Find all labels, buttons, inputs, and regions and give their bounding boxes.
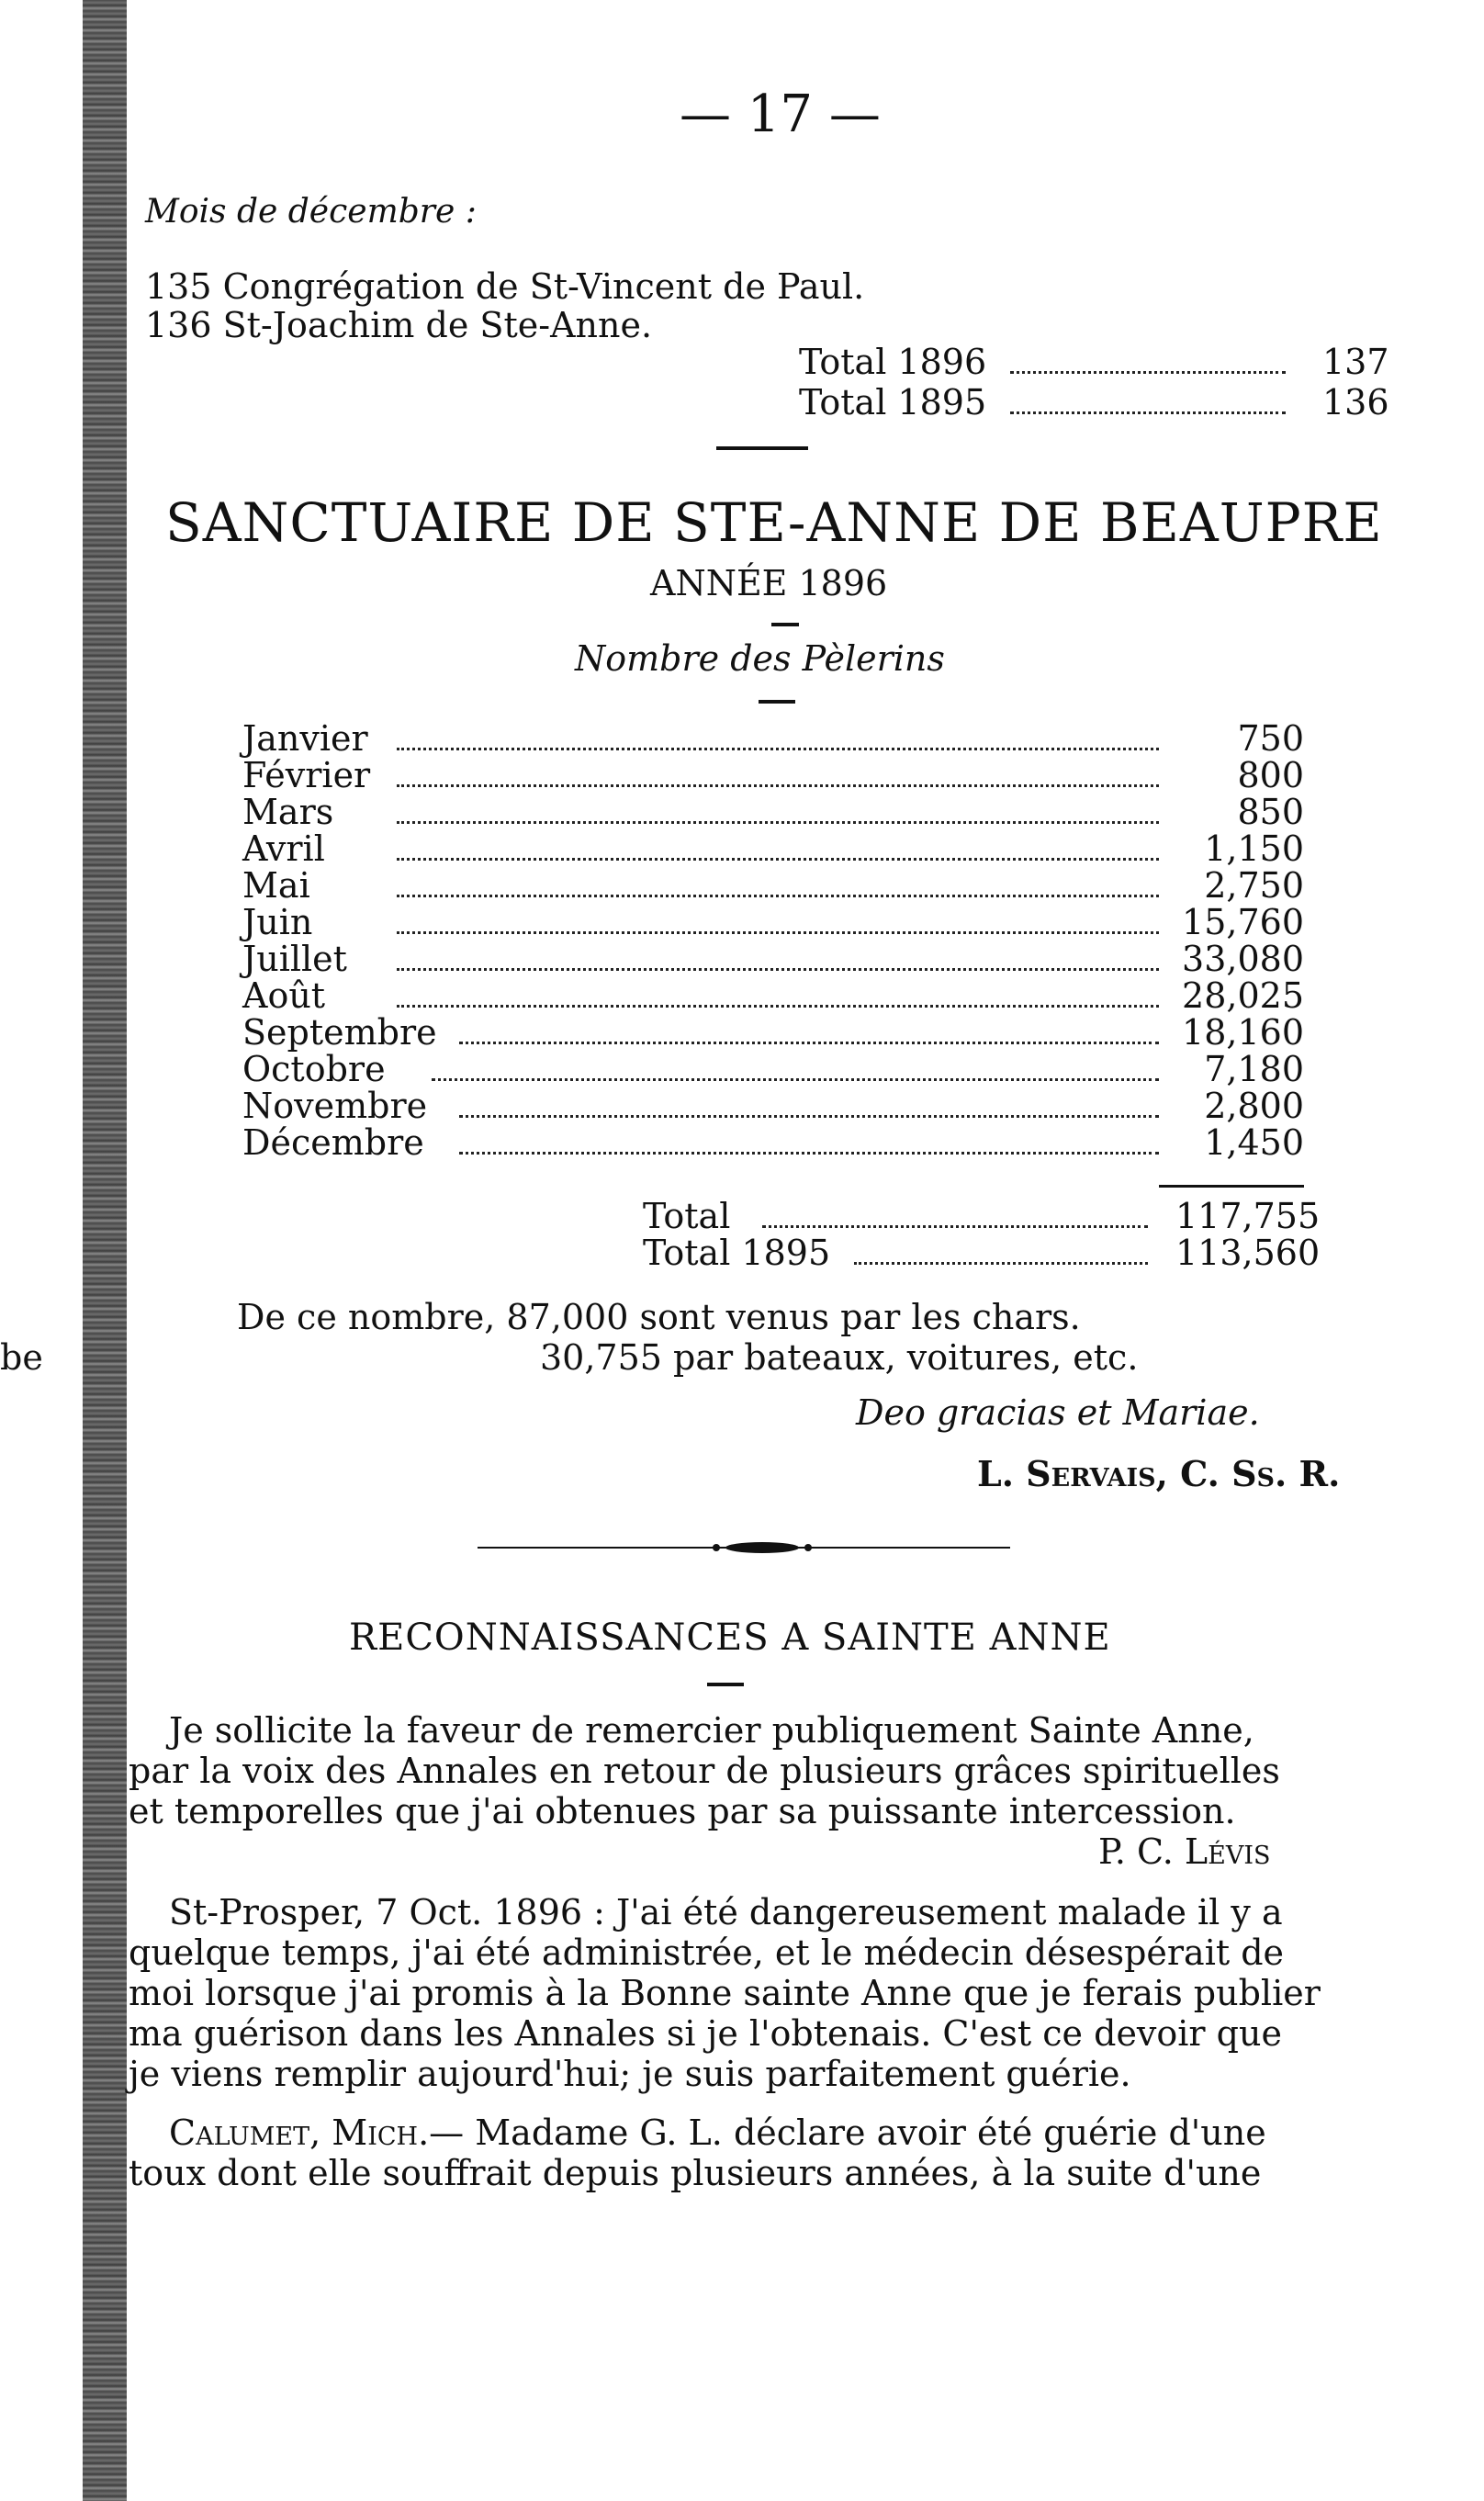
month-label: Avril	[242, 828, 325, 869]
paragraph-signature: P. C. Lévis	[1098, 1831, 1271, 1872]
total-label: Total 1895	[643, 1233, 831, 1273]
month-label: Janvier	[242, 718, 368, 759]
month-label: Juillet	[242, 939, 347, 979]
total-value: 117,755	[1175, 1196, 1321, 1236]
month-label: Mai	[242, 865, 310, 906]
paragraph-line: Je sollicite la faveur de remercier publiquement Sainte Anne,	[169, 1710, 1254, 1751]
total-label: Total	[643, 1196, 731, 1236]
entry-line: 135 Congrégation de St-Vincent de Paul.	[145, 266, 865, 307]
entry-line: 136 St-Joachim de Ste-Anne.	[145, 305, 653, 345]
signature: L. Servais, C. Ss. R.	[977, 1453, 1341, 1494]
month-value: 850	[1237, 792, 1304, 832]
paragraph-line: St-Prosper, 7 Oct. 1896 : J'ai été dangereusement malade il y a	[169, 1892, 1283, 1932]
leader-dots	[397, 931, 1159, 934]
binding-edge	[83, 0, 127, 2501]
month-value: 18,160	[1182, 1012, 1304, 1053]
month-value: 33,080	[1182, 939, 1304, 979]
leader-dots	[762, 1225, 1148, 1228]
mois-heading: Mois de décembre :	[145, 193, 477, 231]
month-label: Septembre	[242, 1012, 437, 1053]
paragraph-line: moi lorsque j'ai promis à la Bonne sainte Anne que je ferais publier	[129, 1973, 1321, 2013]
month-value: 28,025	[1182, 975, 1304, 1016]
leader-dots	[397, 784, 1159, 787]
total-value: 113,560	[1175, 1233, 1321, 1273]
pilgrims-heading: Nombre des Pèlerins	[575, 638, 945, 679]
small-rule	[707, 1683, 744, 1686]
leader-dots	[854, 1262, 1148, 1265]
total-label: Total 1896	[799, 342, 987, 382]
section-rule	[716, 446, 808, 450]
leader-dots	[397, 821, 1159, 824]
page-number: — 17 —	[680, 84, 881, 144]
paragraph-line: quelque temps, j'ai été administrée, et le médecin désespérait de	[129, 1932, 1285, 1973]
month-label: Juin	[242, 902, 313, 942]
month-label: Novembre	[242, 1086, 428, 1126]
transport-line: De ce nombre, 87,000 sont venus par les chars.	[237, 1297, 1081, 1337]
month-label: Octobre	[242, 1049, 386, 1089]
paragraph-text: — Madame G. L. déclare avoir été guérie d'une	[429, 2112, 1266, 2153]
small-rule	[759, 700, 795, 704]
paragraph-line: et temporelles que j'ai obtenues par sa puissante intercession.	[129, 1791, 1236, 1831]
month-label: Février	[242, 755, 371, 795]
ornament-divider	[478, 1541, 1010, 1554]
leader-dots	[1010, 411, 1286, 414]
total-value: 136	[1322, 382, 1389, 422]
sum-rule	[1159, 1185, 1304, 1188]
month-value: 2,750	[1204, 865, 1304, 906]
year-heading: ANNÉE 1896	[650, 563, 888, 603]
leader-dots	[397, 748, 1159, 750]
paragraph-line: toux dont elle souffrait depuis plusieurs années, à la suite d'une	[129, 2153, 1262, 2193]
month-label: Août	[242, 975, 326, 1016]
reconnaissances-title: RECONNAISSANCES A SAINTE ANNE	[349, 1617, 1111, 1659]
leader-dots	[459, 1152, 1159, 1155]
leader-dots	[397, 895, 1159, 897]
small-rule	[771, 623, 799, 626]
leader-dots	[397, 1005, 1159, 1008]
leader-dots	[432, 1078, 1159, 1081]
transport-line: 30,755 par bateaux, voitures, etc.	[540, 1337, 1139, 1378]
sanctuary-title: SANCTUAIRE DE STE-ANNE DE BEAUPRE	[165, 491, 1383, 554]
leader-dots	[397, 968, 1159, 971]
deo-gracias: Deo gracias et Mariae.	[856, 1392, 1260, 1433]
month-value: 1,150	[1204, 828, 1304, 869]
month-label: Mars	[242, 792, 334, 832]
leader-dots	[1010, 371, 1286, 374]
month-label: Décembre	[242, 1122, 424, 1163]
month-value: 800	[1237, 755, 1304, 795]
month-value: 750	[1237, 718, 1304, 759]
total-value: 137	[1322, 342, 1389, 382]
paragraph-line: ma guérison dans les Annales si je l'obtenais. C'est ce devoir que	[129, 2013, 1282, 2054]
paragraph-line: par la voix des Annales en retour de plusieurs grâces spirituelles	[129, 1751, 1280, 1791]
month-value: 7,180	[1204, 1049, 1304, 1089]
leader-dots	[459, 1042, 1159, 1044]
margin-stub: be	[0, 1337, 43, 1378]
place-lead: Calumet, Mich.	[169, 2112, 430, 2153]
paragraph-line	[169, 2112, 1266, 2153]
month-value: 1,450	[1204, 1122, 1304, 1163]
month-value: 15,760	[1182, 902, 1304, 942]
total-label: Total 1895	[799, 382, 987, 422]
leader-dots	[459, 1115, 1159, 1118]
paragraph-line: je viens remplir aujourd'hui; je suis parfaitement guérie.	[129, 2054, 1131, 2094]
leader-dots	[397, 858, 1159, 861]
month-value: 2,800	[1204, 1086, 1304, 1126]
